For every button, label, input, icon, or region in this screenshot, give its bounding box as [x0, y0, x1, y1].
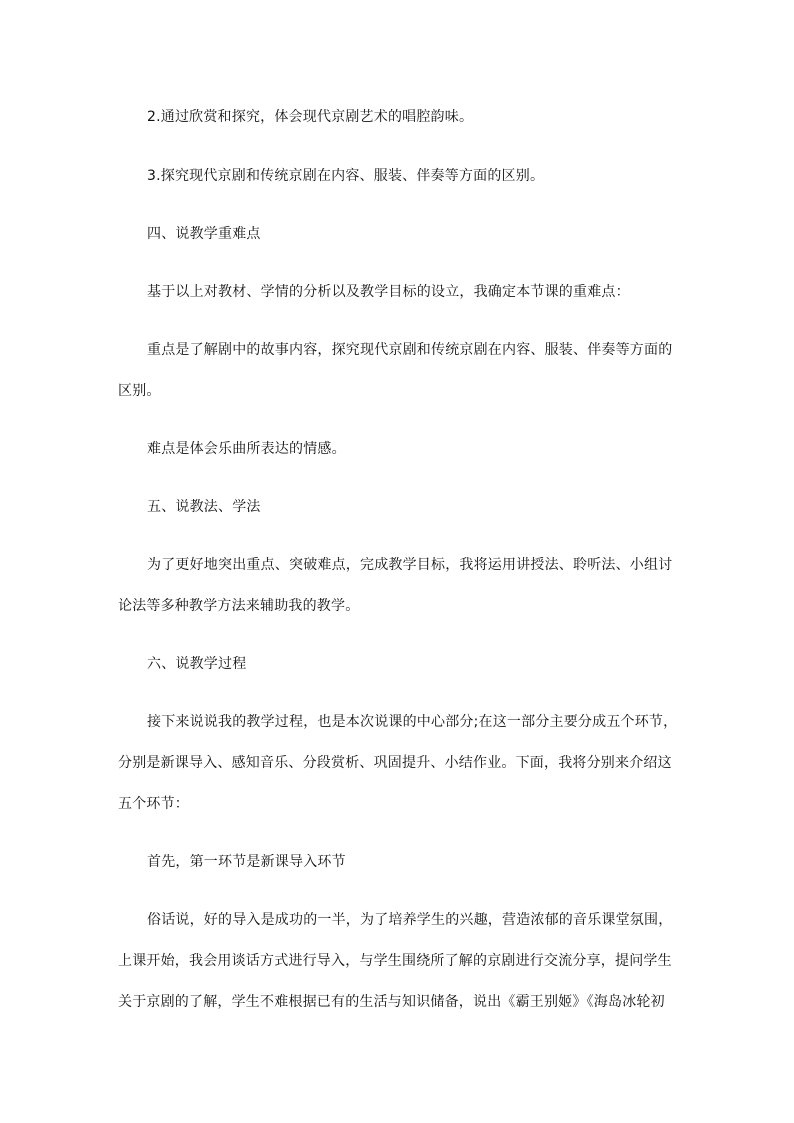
objective-2-line: 2.通过欣赏和探究，体会现代京剧艺术的唱腔韵味。	[147, 109, 474, 125]
paragraph-line: 接下来说说我的教学过程，也是本次说课的中心部分;在这一部分主要分成五个环节，	[147, 714, 678, 730]
section-heading-5: 五、说教法、学法	[147, 499, 261, 515]
paragraph-line: 难点是体会乐曲所表达的情感。	[147, 441, 346, 457]
paragraph-line: 为了更好地突出重点、突破难点，完成教学目标，我将运用讲授法、聆听法、小组讨	[147, 557, 673, 573]
paragraph-line: 首先，第一环节是新课导入环节	[147, 854, 346, 870]
section-heading-4: 四、说教学重难点	[147, 226, 261, 242]
paragraph-line: 重点是了解剧中的故事内容，探究现代京剧和传统京剧在内容、服装、伴奏等方面的	[147, 342, 673, 358]
paragraph-line: 分别是新课导入、感知音乐、分段赏析、巩固提升、小结作业。下面，我将分别来介绍这	[118, 755, 672, 771]
paragraph-line: 论法等多种教学方法来辅助我的教学。	[118, 598, 360, 614]
paragraph-line: 俗话说，好的导入是成功的一半，为了培养学生的兴趣，营造浓郁的音乐课堂氛围，	[147, 912, 673, 928]
paragraph-line: 上课开始，我会用谈话方式进行导入，与学生围绕所了解的京剧进行交流分享，提问学生	[118, 953, 672, 969]
paragraph-line: 区别。	[118, 383, 161, 399]
paragraph-line: 关于京剧的了解，学生不难根据已有的生活与知识储备，说出《霸王别姬》《海岛冰轮初	[118, 994, 665, 1010]
section-heading-6: 六、说教学过程	[147, 656, 247, 672]
paragraph-line: 五个环节：	[118, 796, 189, 812]
objective-3-line: 3.探究现代京剧和传统京剧在内容、服装、伴奏等方面的区别。	[147, 168, 545, 184]
paragraph-line: 基于以上对教材、学情的分析以及教学目标的设立，我确定本节课的重难点：	[147, 284, 630, 300]
